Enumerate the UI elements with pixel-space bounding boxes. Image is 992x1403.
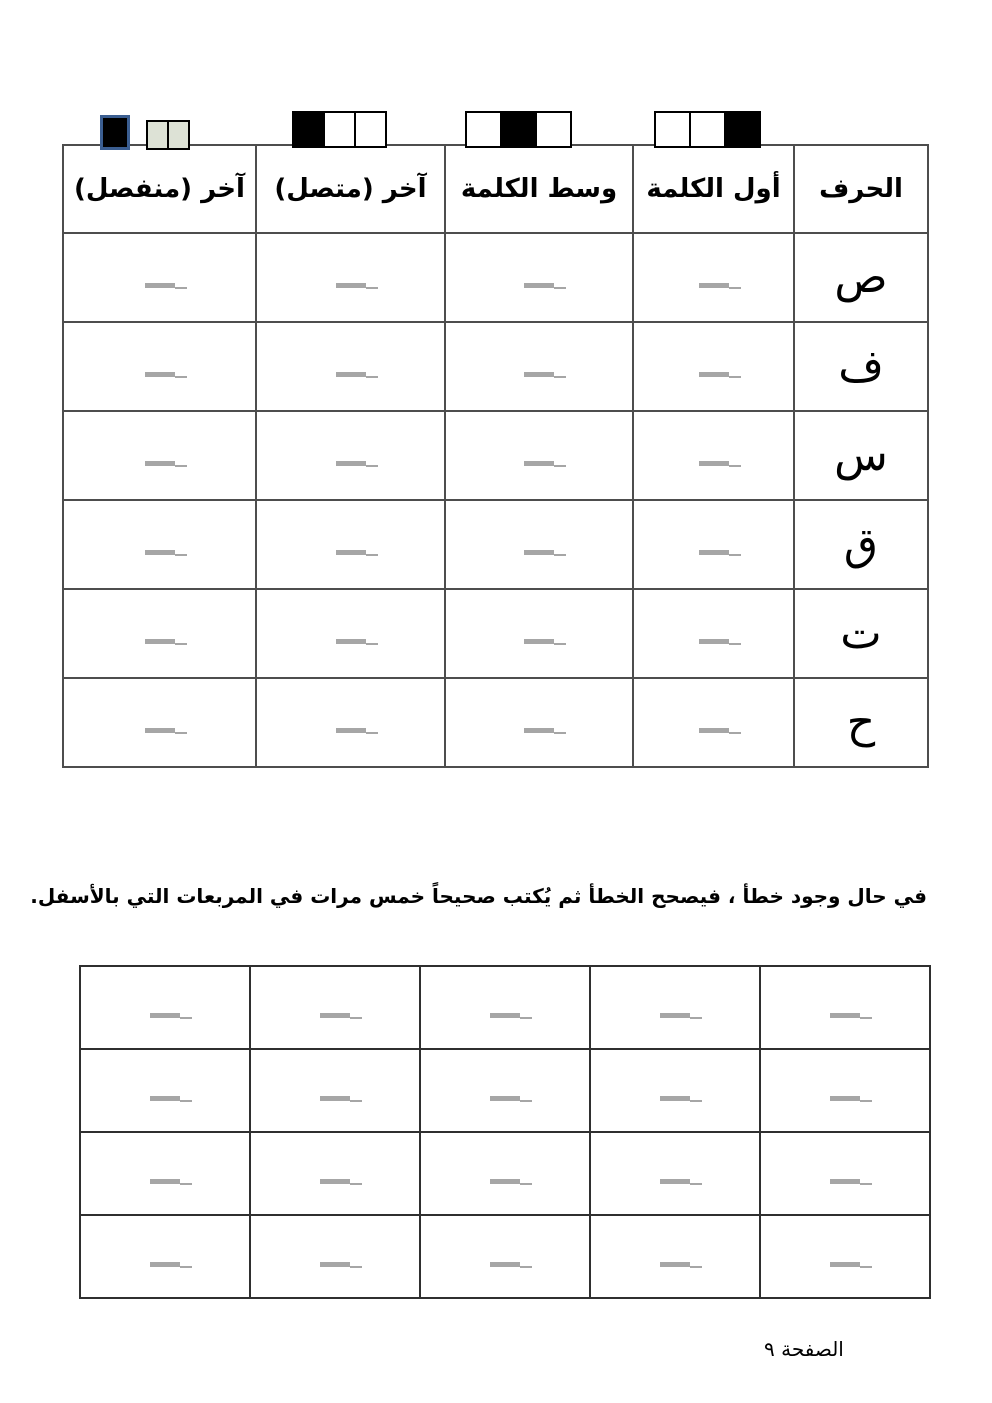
column-header-letter: الحرف bbox=[794, 145, 928, 233]
practice-blank-cell[interactable] bbox=[590, 1215, 760, 1298]
blank-answer-cell[interactable] bbox=[633, 322, 794, 411]
isolated-form-marker-icon bbox=[100, 115, 190, 150]
write-line-icon bbox=[145, 283, 175, 288]
write-line-icon bbox=[524, 283, 554, 288]
write-line-icon bbox=[830, 1096, 860, 1101]
column-header-final-connected: آخر (متصل) bbox=[256, 145, 445, 233]
black-square-icon bbox=[292, 111, 325, 148]
initial-form-marker-icon bbox=[654, 111, 761, 148]
write-line-icon bbox=[320, 1262, 350, 1267]
middle-form-marker-icon bbox=[465, 111, 572, 148]
write-line-icon bbox=[699, 461, 729, 466]
blank-answer-cell[interactable] bbox=[445, 233, 633, 322]
letter-cell: ف bbox=[794, 322, 928, 411]
practice-row bbox=[80, 1049, 930, 1132]
practice-blank-cell[interactable] bbox=[250, 1049, 420, 1132]
joined-cells-pair bbox=[146, 120, 190, 150]
black-square-icon bbox=[500, 111, 537, 148]
practice-blank-cell[interactable] bbox=[760, 1132, 930, 1215]
write-line-icon bbox=[490, 1013, 520, 1018]
column-header-final-separate: آخر (منفصل) bbox=[63, 145, 256, 233]
practice-blank-cell[interactable] bbox=[420, 966, 590, 1049]
write-line-icon bbox=[150, 1013, 180, 1018]
blank-answer-cell[interactable] bbox=[445, 589, 633, 678]
blank-answer-cell[interactable] bbox=[256, 411, 445, 500]
light-square-icon bbox=[167, 120, 190, 150]
blank-answer-cell[interactable] bbox=[445, 411, 633, 500]
blank-answer-cell[interactable] bbox=[256, 233, 445, 322]
write-line-icon bbox=[336, 461, 366, 466]
practice-row bbox=[80, 1132, 930, 1215]
blank-answer-cell[interactable] bbox=[445, 500, 633, 589]
white-square-icon bbox=[323, 111, 356, 148]
blank-answer-cell[interactable] bbox=[63, 500, 256, 589]
blank-answer-cell[interactable] bbox=[256, 500, 445, 589]
table-row bbox=[63, 500, 928, 589]
blank-answer-cell[interactable] bbox=[63, 322, 256, 411]
practice-blank-cell[interactable] bbox=[250, 1215, 420, 1298]
practice-blank-cell[interactable] bbox=[590, 1132, 760, 1215]
black-square-icon bbox=[724, 111, 761, 148]
table-row bbox=[63, 233, 928, 322]
light-square-icon bbox=[146, 120, 169, 150]
write-line-icon bbox=[336, 372, 366, 377]
table-row bbox=[63, 411, 928, 500]
write-line-icon bbox=[320, 1096, 350, 1101]
table-row bbox=[63, 589, 928, 678]
write-line-icon bbox=[336, 728, 366, 733]
write-line-icon bbox=[336, 550, 366, 555]
page-number: الصفحة ٩ bbox=[764, 1337, 844, 1361]
final-connected-form-marker-icon bbox=[292, 111, 387, 148]
practice-blank-cell[interactable] bbox=[250, 966, 420, 1049]
write-line-icon bbox=[524, 461, 554, 466]
black-square-icon bbox=[100, 115, 130, 150]
blank-answer-cell[interactable] bbox=[445, 678, 633, 767]
write-line-icon bbox=[145, 550, 175, 555]
write-line-icon bbox=[660, 1262, 690, 1267]
write-line-icon bbox=[524, 639, 554, 644]
practice-blank-cell[interactable] bbox=[760, 966, 930, 1049]
white-square-icon bbox=[689, 111, 726, 148]
write-line-icon bbox=[145, 639, 175, 644]
write-line-icon bbox=[320, 1013, 350, 1018]
white-square-icon bbox=[654, 111, 691, 148]
column-header-initial: أول الكلمة bbox=[633, 145, 794, 233]
practice-blank-cell[interactable] bbox=[80, 1215, 250, 1298]
white-square-icon bbox=[535, 111, 572, 148]
practice-blank-cell[interactable] bbox=[80, 1132, 250, 1215]
write-line-icon bbox=[830, 1179, 860, 1184]
blank-answer-cell[interactable] bbox=[633, 411, 794, 500]
write-line-icon bbox=[524, 372, 554, 377]
write-line-icon bbox=[524, 550, 554, 555]
write-line-icon bbox=[699, 728, 729, 733]
letter-cell: ح bbox=[794, 678, 928, 767]
blank-answer-cell[interactable] bbox=[633, 678, 794, 767]
write-line-icon bbox=[320, 1179, 350, 1184]
write-line-icon bbox=[150, 1096, 180, 1101]
write-line-icon bbox=[490, 1262, 520, 1267]
write-line-icon bbox=[830, 1013, 860, 1018]
practice-blank-cell[interactable] bbox=[250, 1132, 420, 1215]
write-line-icon bbox=[524, 728, 554, 733]
practice-blank-cell[interactable] bbox=[760, 1049, 930, 1132]
letter-cell: س bbox=[794, 411, 928, 500]
practice-row bbox=[80, 966, 930, 1049]
practice-blank-cell[interactable] bbox=[590, 966, 760, 1049]
table-row bbox=[63, 322, 928, 411]
white-square-icon bbox=[354, 111, 387, 148]
blank-answer-cell[interactable] bbox=[256, 678, 445, 767]
letter-cell: ت bbox=[794, 589, 928, 678]
write-line-icon bbox=[145, 372, 175, 377]
blank-answer-cell[interactable] bbox=[633, 589, 794, 678]
write-line-icon bbox=[145, 728, 175, 733]
blank-answer-cell[interactable] bbox=[633, 500, 794, 589]
header-row bbox=[63, 145, 928, 233]
write-line-icon bbox=[699, 283, 729, 288]
write-line-icon bbox=[490, 1096, 520, 1101]
blank-answer-cell[interactable] bbox=[256, 589, 445, 678]
column-header-middle: وسط الكلمة bbox=[445, 145, 633, 233]
blank-answer-cell[interactable] bbox=[63, 678, 256, 767]
practice-blank-cell[interactable] bbox=[760, 1215, 930, 1298]
practice-grid bbox=[79, 965, 931, 1299]
blank-answer-cell[interactable] bbox=[445, 322, 633, 411]
write-line-icon bbox=[150, 1179, 180, 1184]
practice-blank-cell[interactable] bbox=[420, 1215, 590, 1298]
write-line-icon bbox=[490, 1179, 520, 1184]
letter-forms-table bbox=[62, 144, 929, 768]
write-line-icon bbox=[660, 1096, 690, 1101]
blank-answer-cell[interactable] bbox=[63, 233, 256, 322]
blank-answer-cell[interactable] bbox=[633, 233, 794, 322]
write-line-icon bbox=[660, 1013, 690, 1018]
write-line-icon bbox=[145, 461, 175, 466]
letter-cell: ق bbox=[794, 500, 928, 589]
write-line-icon bbox=[336, 283, 366, 288]
blank-answer-cell[interactable] bbox=[256, 322, 445, 411]
write-line-icon bbox=[336, 639, 366, 644]
blank-answer-cell[interactable] bbox=[63, 589, 256, 678]
write-line-icon bbox=[699, 550, 729, 555]
instruction-text: في حال وجود خطأ ، فيصحح الخطأ ثم يُكتب صحيحاً خمس مرات في المربعات التي بالأسفل. bbox=[30, 884, 927, 908]
letter-cell: ص bbox=[794, 233, 928, 322]
practice-blank-cell[interactable] bbox=[80, 966, 250, 1049]
practice-blank-cell[interactable] bbox=[420, 1049, 590, 1132]
blank-answer-cell[interactable] bbox=[63, 411, 256, 500]
write-line-icon bbox=[150, 1262, 180, 1267]
practice-row bbox=[80, 1215, 930, 1298]
write-line-icon bbox=[660, 1179, 690, 1184]
write-line-icon bbox=[699, 639, 729, 644]
white-square-icon bbox=[465, 111, 502, 148]
write-line-icon bbox=[830, 1262, 860, 1267]
practice-blank-cell[interactable] bbox=[80, 1049, 250, 1132]
practice-blank-cell[interactable] bbox=[590, 1049, 760, 1132]
write-line-icon bbox=[699, 372, 729, 377]
table-row bbox=[63, 678, 928, 767]
practice-blank-cell[interactable] bbox=[420, 1132, 590, 1215]
